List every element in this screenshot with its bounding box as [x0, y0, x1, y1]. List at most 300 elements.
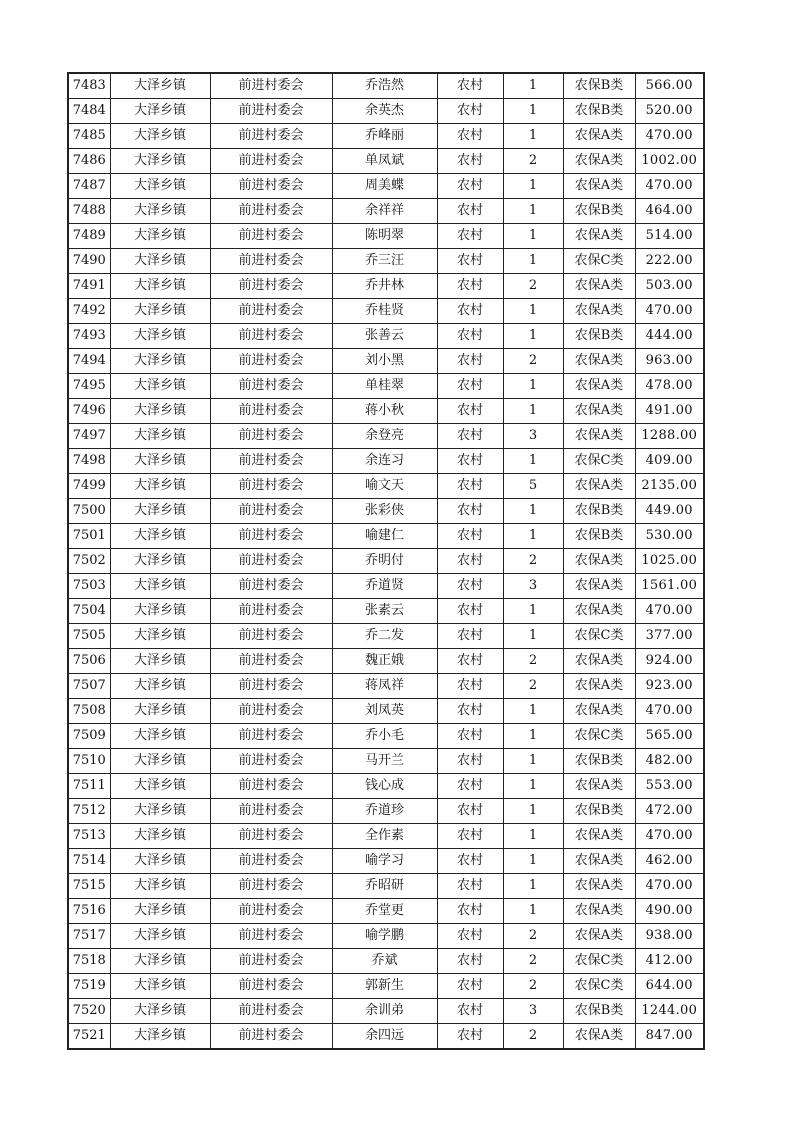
name-cell: 单桂翠 [332, 374, 437, 399]
name-cell: 乔小毛 [332, 724, 437, 749]
name-cell: 余祥祥 [332, 199, 437, 224]
household-type-cell: 农村 [437, 699, 503, 724]
town-cell: 大泽乡镇 [110, 474, 210, 499]
household-type-cell: 农村 [437, 199, 503, 224]
member-count-cell: 1 [503, 899, 563, 924]
category-cell: 农保C类 [563, 249, 635, 274]
row-id-cell: 7492 [68, 299, 110, 324]
row-id-cell: 7510 [68, 749, 110, 774]
village-cell: 前进村委会 [210, 624, 332, 649]
member-count-cell: 1 [503, 849, 563, 874]
village-cell: 前进村委会 [210, 1024, 332, 1050]
village-cell: 前进村委会 [210, 974, 332, 999]
village-cell: 前进村委会 [210, 249, 332, 274]
table-row [68, 974, 704, 999]
member-count-cell: 1 [503, 824, 563, 849]
amount-cell: 470.00 [635, 124, 704, 149]
category-cell: 农保B类 [563, 99, 635, 124]
name-cell: 余四远 [332, 1024, 437, 1050]
name-cell: 乔明付 [332, 549, 437, 574]
town-cell: 大泽乡镇 [110, 899, 210, 924]
town-cell: 大泽乡镇 [110, 73, 210, 99]
row-id-cell: 7521 [68, 1024, 110, 1050]
table-row [68, 399, 704, 424]
village-cell: 前进村委会 [210, 774, 332, 799]
village-cell: 前进村委会 [210, 599, 332, 624]
household-type-cell: 农村 [437, 649, 503, 674]
row-id-cell: 7493 [68, 324, 110, 349]
row-id-cell: 7511 [68, 774, 110, 799]
table-row [68, 924, 704, 949]
row-id-cell: 7505 [68, 624, 110, 649]
table-row [68, 374, 704, 399]
name-cell: 余连习 [332, 449, 437, 474]
name-cell: 陈明翠 [332, 224, 437, 249]
amount-cell: 490.00 [635, 899, 704, 924]
amount-cell: 1002.00 [635, 149, 704, 174]
table-row [68, 949, 704, 974]
row-id-cell: 7499 [68, 474, 110, 499]
member-count-cell: 1 [503, 73, 563, 99]
amount-cell: 1288.00 [635, 424, 704, 449]
row-id-cell: 7485 [68, 124, 110, 149]
household-type-cell: 农村 [437, 524, 503, 549]
amount-cell: 462.00 [635, 849, 704, 874]
village-cell: 前进村委会 [210, 199, 332, 224]
table-row [68, 199, 704, 224]
village-cell: 前进村委会 [210, 649, 332, 674]
town-cell: 大泽乡镇 [110, 724, 210, 749]
name-cell: 余训弟 [332, 999, 437, 1024]
household-type-cell: 农村 [437, 99, 503, 124]
category-cell: 农保A类 [563, 924, 635, 949]
member-count-cell: 2 [503, 949, 563, 974]
category-cell: 农保A类 [563, 399, 635, 424]
table-row [68, 174, 704, 199]
household-type-cell: 农村 [437, 499, 503, 524]
town-cell: 大泽乡镇 [110, 324, 210, 349]
name-cell: 乔昭研 [332, 874, 437, 899]
village-cell: 前进村委会 [210, 999, 332, 1024]
amount-cell: 491.00 [635, 399, 704, 424]
row-id-cell: 7507 [68, 674, 110, 699]
name-cell: 喻文天 [332, 474, 437, 499]
category-cell: 农保A类 [563, 549, 635, 574]
category-cell: 农保A类 [563, 899, 635, 924]
household-type-cell: 农村 [437, 449, 503, 474]
village-cell: 前进村委会 [210, 824, 332, 849]
member-count-cell: 1 [503, 249, 563, 274]
category-cell: 农保A类 [563, 174, 635, 199]
table-row [68, 999, 704, 1024]
allowance-table [67, 72, 705, 1050]
name-cell: 喻学习 [332, 849, 437, 874]
table-row [68, 474, 704, 499]
amount-cell: 1561.00 [635, 574, 704, 599]
category-cell: 农保A类 [563, 774, 635, 799]
name-cell: 乔堂更 [332, 899, 437, 924]
member-count-cell: 1 [503, 499, 563, 524]
table-row [68, 299, 704, 324]
member-count-cell: 1 [503, 124, 563, 149]
member-count-cell: 1 [503, 699, 563, 724]
village-cell: 前进村委会 [210, 374, 332, 399]
category-cell: 农保B类 [563, 324, 635, 349]
village-cell: 前进村委会 [210, 699, 332, 724]
amount-cell: 222.00 [635, 249, 704, 274]
village-cell: 前进村委会 [210, 574, 332, 599]
row-id-cell: 7519 [68, 974, 110, 999]
table-row [68, 274, 704, 299]
amount-cell: 923.00 [635, 674, 704, 699]
village-cell: 前进村委会 [210, 73, 332, 99]
name-cell: 郭新生 [332, 974, 437, 999]
table-row [68, 799, 704, 824]
town-cell: 大泽乡镇 [110, 974, 210, 999]
table-row [68, 149, 704, 174]
category-cell: 农保C类 [563, 624, 635, 649]
town-cell: 大泽乡镇 [110, 174, 210, 199]
name-cell: 喻建仁 [332, 524, 437, 549]
village-cell: 前进村委会 [210, 549, 332, 574]
household-type-cell: 农村 [437, 824, 503, 849]
table-row [68, 99, 704, 124]
table-row [68, 824, 704, 849]
household-type-cell: 农村 [437, 874, 503, 899]
name-cell: 钱心成 [332, 774, 437, 799]
member-count-cell: 2 [503, 649, 563, 674]
village-cell: 前进村委会 [210, 899, 332, 924]
table-row [68, 1024, 704, 1050]
table-row [68, 249, 704, 274]
table-row [68, 73, 704, 99]
name-cell: 张善云 [332, 324, 437, 349]
row-id-cell: 7508 [68, 699, 110, 724]
amount-cell: 938.00 [635, 924, 704, 949]
category-cell: 农保B类 [563, 999, 635, 1024]
member-count-cell: 1 [503, 374, 563, 399]
amount-cell: 566.00 [635, 73, 704, 99]
member-count-cell: 1 [503, 874, 563, 899]
amount-cell: 470.00 [635, 874, 704, 899]
name-cell: 乔道珍 [332, 799, 437, 824]
name-cell: 单凤斌 [332, 149, 437, 174]
table-row [68, 424, 704, 449]
category-cell: 农保B类 [563, 524, 635, 549]
amount-cell: 472.00 [635, 799, 704, 824]
row-id-cell: 7494 [68, 349, 110, 374]
village-cell: 前进村委会 [210, 399, 332, 424]
table-row [68, 124, 704, 149]
category-cell: 农保A类 [563, 674, 635, 699]
member-count-cell: 1 [503, 449, 563, 474]
amount-cell: 412.00 [635, 949, 704, 974]
member-count-cell: 2 [503, 674, 563, 699]
household-type-cell: 农村 [437, 224, 503, 249]
village-cell: 前进村委会 [210, 224, 332, 249]
household-type-cell: 农村 [437, 749, 503, 774]
table-row [68, 749, 704, 774]
name-cell: 张素云 [332, 599, 437, 624]
village-cell: 前进村委会 [210, 924, 332, 949]
row-id-cell: 7506 [68, 649, 110, 674]
member-count-cell: 1 [503, 99, 563, 124]
name-cell: 张彩侠 [332, 499, 437, 524]
village-cell: 前进村委会 [210, 174, 332, 199]
village-cell: 前进村委会 [210, 474, 332, 499]
category-cell: 农保B类 [563, 73, 635, 99]
town-cell: 大泽乡镇 [110, 574, 210, 599]
amount-cell: 464.00 [635, 199, 704, 224]
town-cell: 大泽乡镇 [110, 949, 210, 974]
household-type-cell: 农村 [437, 274, 503, 299]
category-cell: 农保A类 [563, 474, 635, 499]
category-cell: 农保B类 [563, 499, 635, 524]
name-cell: 马开兰 [332, 749, 437, 774]
amount-cell: 449.00 [635, 499, 704, 524]
town-cell: 大泽乡镇 [110, 824, 210, 849]
member-count-cell: 5 [503, 474, 563, 499]
amount-cell: 409.00 [635, 449, 704, 474]
village-cell: 前进村委会 [210, 949, 332, 974]
household-type-cell: 农村 [437, 149, 503, 174]
household-type-cell: 农村 [437, 424, 503, 449]
amount-cell: 553.00 [635, 774, 704, 799]
member-count-cell: 2 [503, 549, 563, 574]
row-id-cell: 7484 [68, 99, 110, 124]
table-row [68, 224, 704, 249]
household-type-cell: 农村 [437, 624, 503, 649]
town-cell: 大泽乡镇 [110, 499, 210, 524]
household-type-cell: 农村 [437, 1024, 503, 1050]
row-id-cell: 7487 [68, 174, 110, 199]
household-type-cell: 农村 [437, 474, 503, 499]
name-cell: 乔浩然 [332, 73, 437, 99]
table-row [68, 599, 704, 624]
member-count-cell: 1 [503, 774, 563, 799]
amount-cell: 470.00 [635, 299, 704, 324]
member-count-cell: 2 [503, 149, 563, 174]
category-cell: 农保A类 [563, 824, 635, 849]
amount-cell: 1025.00 [635, 549, 704, 574]
name-cell: 蒋小秋 [332, 399, 437, 424]
household-type-cell: 农村 [437, 249, 503, 274]
category-cell: 农保A类 [563, 849, 635, 874]
member-count-cell: 1 [503, 599, 563, 624]
row-id-cell: 7509 [68, 724, 110, 749]
amount-cell: 520.00 [635, 99, 704, 124]
town-cell: 大泽乡镇 [110, 599, 210, 624]
village-cell: 前进村委会 [210, 799, 332, 824]
village-cell: 前进村委会 [210, 724, 332, 749]
household-type-cell: 农村 [437, 374, 503, 399]
name-cell: 余登亮 [332, 424, 437, 449]
household-type-cell: 农村 [437, 849, 503, 874]
category-cell: 农保A类 [563, 374, 635, 399]
town-cell: 大泽乡镇 [110, 249, 210, 274]
row-id-cell: 7516 [68, 899, 110, 924]
member-count-cell: 2 [503, 349, 563, 374]
category-cell: 农保C类 [563, 974, 635, 999]
household-type-cell: 农村 [437, 124, 503, 149]
town-cell: 大泽乡镇 [110, 649, 210, 674]
member-count-cell: 1 [503, 324, 563, 349]
household-type-cell: 农村 [437, 724, 503, 749]
member-count-cell: 1 [503, 174, 563, 199]
amount-cell: 847.00 [635, 1024, 704, 1050]
town-cell: 大泽乡镇 [110, 524, 210, 549]
household-type-cell: 农村 [437, 324, 503, 349]
row-id-cell: 7518 [68, 949, 110, 974]
town-cell: 大泽乡镇 [110, 449, 210, 474]
row-id-cell: 7514 [68, 849, 110, 874]
member-count-cell: 3 [503, 574, 563, 599]
member-count-cell: 3 [503, 424, 563, 449]
household-type-cell: 农村 [437, 924, 503, 949]
amount-cell: 2135.00 [635, 474, 704, 499]
amount-cell: 470.00 [635, 174, 704, 199]
document-page [67, 72, 705, 1050]
town-cell: 大泽乡镇 [110, 374, 210, 399]
amount-cell: 514.00 [635, 224, 704, 249]
table-row [68, 674, 704, 699]
town-cell: 大泽乡镇 [110, 399, 210, 424]
amount-cell: 470.00 [635, 824, 704, 849]
amount-cell: 503.00 [635, 274, 704, 299]
table-row [68, 724, 704, 749]
table-row [68, 649, 704, 674]
row-id-cell: 7503 [68, 574, 110, 599]
name-cell: 乔斌 [332, 949, 437, 974]
member-count-cell: 1 [503, 724, 563, 749]
town-cell: 大泽乡镇 [110, 149, 210, 174]
village-cell: 前进村委会 [210, 674, 332, 699]
village-cell: 前进村委会 [210, 849, 332, 874]
town-cell: 大泽乡镇 [110, 799, 210, 824]
member-count-cell: 1 [503, 799, 563, 824]
amount-cell: 530.00 [635, 524, 704, 549]
village-cell: 前进村委会 [210, 124, 332, 149]
name-cell: 余英杰 [332, 99, 437, 124]
category-cell: 农保A类 [563, 424, 635, 449]
village-cell: 前进村委会 [210, 424, 332, 449]
table-body [68, 73, 704, 1049]
amount-cell: 478.00 [635, 374, 704, 399]
name-cell: 乔桂贤 [332, 299, 437, 324]
member-count-cell: 2 [503, 1024, 563, 1050]
member-count-cell: 2 [503, 974, 563, 999]
row-id-cell: 7497 [68, 424, 110, 449]
household-type-cell: 农村 [437, 73, 503, 99]
table-row [68, 324, 704, 349]
name-cell: 全作素 [332, 824, 437, 849]
member-count-cell: 2 [503, 274, 563, 299]
town-cell: 大泽乡镇 [110, 749, 210, 774]
name-cell: 魏正娥 [332, 649, 437, 674]
category-cell: 农保C类 [563, 724, 635, 749]
table-row [68, 499, 704, 524]
household-type-cell: 农村 [437, 299, 503, 324]
table-row [68, 549, 704, 574]
town-cell: 大泽乡镇 [110, 999, 210, 1024]
category-cell: 农保A类 [563, 149, 635, 174]
category-cell: 农保A类 [563, 1024, 635, 1050]
row-id-cell: 7483 [68, 73, 110, 99]
household-type-cell: 农村 [437, 774, 503, 799]
table-row [68, 524, 704, 549]
category-cell: 农保A类 [563, 124, 635, 149]
member-count-cell: 1 [503, 199, 563, 224]
town-cell: 大泽乡镇 [110, 849, 210, 874]
table-row [68, 574, 704, 599]
amount-cell: 470.00 [635, 599, 704, 624]
row-id-cell: 7489 [68, 224, 110, 249]
category-cell: 农保C类 [563, 949, 635, 974]
member-count-cell: 3 [503, 999, 563, 1024]
town-cell: 大泽乡镇 [110, 199, 210, 224]
household-type-cell: 农村 [437, 399, 503, 424]
row-id-cell: 7517 [68, 924, 110, 949]
row-id-cell: 7491 [68, 274, 110, 299]
town-cell: 大泽乡镇 [110, 299, 210, 324]
amount-cell: 565.00 [635, 724, 704, 749]
name-cell: 乔道贤 [332, 574, 437, 599]
amount-cell: 963.00 [635, 349, 704, 374]
household-type-cell: 农村 [437, 674, 503, 699]
village-cell: 前进村委会 [210, 324, 332, 349]
village-cell: 前进村委会 [210, 149, 332, 174]
amount-cell: 482.00 [635, 749, 704, 774]
member-count-cell: 1 [503, 299, 563, 324]
amount-cell: 644.00 [635, 974, 704, 999]
table-row [68, 449, 704, 474]
name-cell: 乔峰丽 [332, 124, 437, 149]
household-type-cell: 农村 [437, 949, 503, 974]
amount-cell: 470.00 [635, 699, 704, 724]
name-cell: 乔井林 [332, 274, 437, 299]
row-id-cell: 7500 [68, 499, 110, 524]
town-cell: 大泽乡镇 [110, 424, 210, 449]
amount-cell: 1244.00 [635, 999, 704, 1024]
village-cell: 前进村委会 [210, 274, 332, 299]
table-row [68, 699, 704, 724]
category-cell: 农保A类 [563, 224, 635, 249]
name-cell: 乔三汪 [332, 249, 437, 274]
village-cell: 前进村委会 [210, 299, 332, 324]
household-type-cell: 农村 [437, 549, 503, 574]
household-type-cell: 农村 [437, 349, 503, 374]
household-type-cell: 农村 [437, 974, 503, 999]
category-cell: 农保B类 [563, 749, 635, 774]
name-cell: 刘凤英 [332, 699, 437, 724]
town-cell: 大泽乡镇 [110, 549, 210, 574]
table-row [68, 874, 704, 899]
category-cell: 农保A类 [563, 299, 635, 324]
row-id-cell: 7486 [68, 149, 110, 174]
amount-cell: 444.00 [635, 324, 704, 349]
amount-cell: 377.00 [635, 624, 704, 649]
village-cell: 前进村委会 [210, 449, 332, 474]
member-count-cell: 1 [503, 524, 563, 549]
household-type-cell: 农村 [437, 574, 503, 599]
table-row [68, 774, 704, 799]
row-id-cell: 7520 [68, 999, 110, 1024]
town-cell: 大泽乡镇 [110, 924, 210, 949]
town-cell: 大泽乡镇 [110, 874, 210, 899]
row-id-cell: 7496 [68, 399, 110, 424]
member-count-cell: 1 [503, 749, 563, 774]
row-id-cell: 7502 [68, 549, 110, 574]
